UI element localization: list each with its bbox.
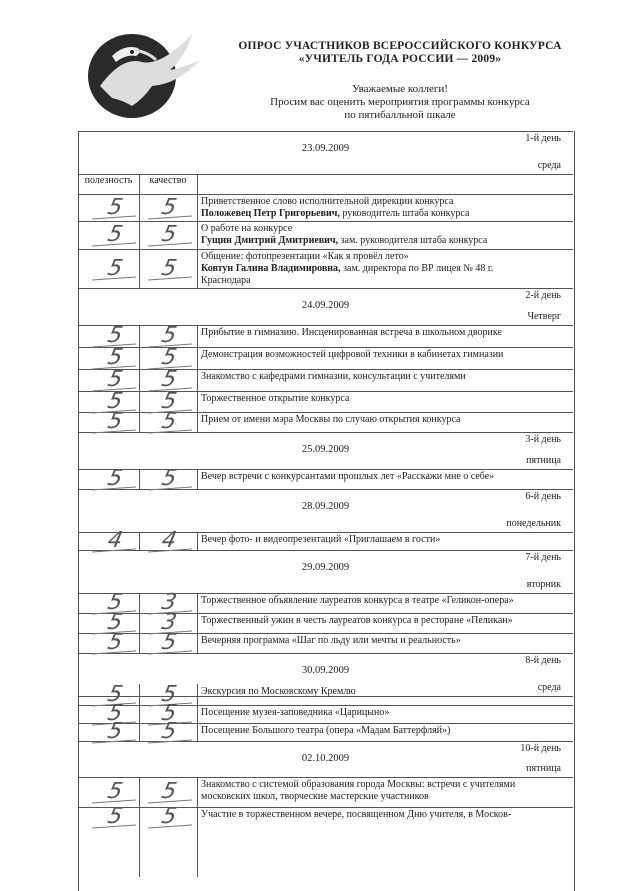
survey-title: ОПРОС УЧАСТНИКОВ ВСЕРОССИЙСКОГО КОНКУРСА <box>238 40 562 52</box>
quality-score: 5 <box>159 630 179 655</box>
day-date: 24.09.2009 <box>301 300 350 311</box>
event-text <box>201 534 440 546</box>
event-description: Посещение музея-заповедника «Царицыно» <box>201 707 390 718</box>
row-divider <box>78 288 573 289</box>
column-divider <box>197 325 198 432</box>
row-divider <box>78 131 573 132</box>
event-text <box>201 349 503 361</box>
event-description: Прибытие в гимназию. Инсценированная встреча в школьном дворике <box>201 327 502 338</box>
row-divider <box>78 807 573 808</box>
quality-score: 5 <box>159 323 179 348</box>
usefulness-score: 5 <box>105 409 125 434</box>
column-divider <box>139 469 140 489</box>
row-divider <box>78 469 573 470</box>
column-divider <box>197 532 198 550</box>
day-date: 30.09.2009 <box>301 665 350 676</box>
event-description: Общение: фотопрезентации «Как я провёл лето» <box>201 251 409 262</box>
event-text <box>201 686 356 698</box>
column-divider <box>197 469 198 489</box>
quality-score: 4 <box>159 528 179 553</box>
contest-title: «УЧИТЕЛЬ ГОДА РОССИИ — 2009» <box>298 53 502 65</box>
day-weekday: среда <box>537 682 561 693</box>
event-text <box>201 393 349 405</box>
usefulness-score: 5 <box>105 590 125 615</box>
day-weekday: Четверг <box>527 311 561 322</box>
column-divider <box>139 593 140 653</box>
event-description: московских школ, творческие мастерские участников <box>201 791 429 802</box>
event-text <box>201 615 513 627</box>
speaker-name: Гущин Дмитрий Дмитриевич, <box>201 235 339 246</box>
day-date: 25.09.2009 <box>301 444 350 455</box>
event-text <box>201 327 502 339</box>
event-text <box>201 275 251 287</box>
usefulness-score: 5 <box>105 466 125 491</box>
event-description: Участие в торжественном вечере, посвященном Дню учителя, в Москов- <box>201 809 512 820</box>
day-date: 23.09.2009 <box>301 143 350 154</box>
quality-score: 3 <box>159 610 179 635</box>
event-description: Демонстрация возможностей цифровой техники в кабинетах гимназии <box>201 349 504 360</box>
column-header-usefulness: полезность <box>84 175 133 186</box>
event-description: Торжественное открытие конкурса <box>201 393 350 404</box>
event-description: Знакомство с кафедрами гимназии, консультации с учителями <box>201 371 466 382</box>
day-number: 6-й день <box>525 491 561 502</box>
event-description: Торжественное объявление лауреатов конкурса в театре «Геликон-опера» <box>201 595 514 606</box>
request-text: Просим вас оценить мероприятия программы конкурса <box>270 96 530 108</box>
quality-score: 5 <box>159 701 179 726</box>
day-date: 28.09.2009 <box>301 501 350 512</box>
day-date: 29.09.2009 <box>301 562 350 573</box>
usefulness-score: 5 <box>105 804 125 829</box>
event-text <box>201 223 292 235</box>
event-description: Краснодара <box>201 275 251 286</box>
quality-score: 5 <box>159 779 179 804</box>
column-divider <box>197 174 198 288</box>
column-divider <box>139 777 140 877</box>
usefulness-score: 5 <box>105 630 125 655</box>
event-text <box>201 251 409 263</box>
usefulness-score: 5 <box>105 681 125 707</box>
usefulness-score: 5 <box>105 323 125 348</box>
usefulness-score: 5 <box>105 388 125 414</box>
greeting: Уважаемые коллеги! <box>352 83 448 95</box>
usefulness-score: 5 <box>105 610 125 635</box>
quality-score: 5 <box>159 222 179 247</box>
usefulness-score: 4 <box>105 528 125 553</box>
event-description: Торжественный ужин в честь лауреатов конкурса в ресторане «Пеликан» <box>201 615 513 626</box>
event-text <box>201 414 460 426</box>
usefulness-score: 5 <box>105 345 125 370</box>
quality-score: 5 <box>159 466 179 491</box>
column-divider <box>139 325 140 432</box>
day-number: 3-й день <box>525 434 561 445</box>
quality-score: 5 <box>159 388 179 414</box>
quality-score: 5 <box>159 409 179 434</box>
event-description: руководитель штаба конкурса <box>339 208 470 219</box>
quality-score: 5 <box>159 719 179 744</box>
event-text <box>201 707 389 719</box>
column-divider <box>197 593 198 653</box>
event-text <box>201 371 466 383</box>
quality-score: 5 <box>159 255 179 281</box>
usefulness-score: 5 <box>105 222 125 247</box>
quality-score: 5 <box>159 681 179 707</box>
usefulness-score: 5 <box>105 367 125 392</box>
quality-score: 5 <box>159 345 179 370</box>
event-description: Прием от имени мэра Москвы по случаю открытия конкурса <box>201 414 461 425</box>
event-description: Вечер встречи с конкурсантами прошлых лет «Расскажи мне о себе» <box>201 471 495 482</box>
column-divider <box>139 532 140 550</box>
row-divider <box>78 593 573 594</box>
usefulness-score: 5 <box>105 719 125 744</box>
row-divider <box>78 532 573 533</box>
day-weekday: вторник <box>526 579 561 590</box>
event-description: Приветственное слово исполнительной дирекции конкурса <box>201 196 454 207</box>
column-header-quality: качество <box>149 175 187 186</box>
event-text <box>201 263 493 275</box>
usefulness-score: 5 <box>105 779 125 804</box>
event-text <box>201 208 469 220</box>
row-divider <box>78 221 573 222</box>
row-divider <box>78 249 573 250</box>
day-weekday: среда <box>537 160 561 171</box>
day-weekday: пятница <box>526 455 561 466</box>
day-number: 1-й день <box>525 133 561 144</box>
event-text <box>201 196 453 208</box>
usefulness-score: 5 <box>105 255 125 281</box>
event-text <box>201 471 494 483</box>
speaker-name: Ковтун Галина Владимировна, <box>201 263 341 274</box>
column-divider <box>139 174 140 288</box>
column-divider <box>197 777 198 877</box>
day-number: 8-й день <box>525 655 561 666</box>
event-description: Посещение Большого театра (опера «Мадам Баттерфляй») <box>201 725 451 736</box>
event-description: Знакомство с системой образования города Москвы: встречи с учителями <box>201 779 516 790</box>
day-weekday: пятница <box>526 763 561 774</box>
usefulness-score: 5 <box>105 194 125 220</box>
quality-score: 5 <box>159 194 179 220</box>
event-text <box>201 595 514 607</box>
usefulness-score: 5 <box>105 701 125 726</box>
event-text <box>201 235 487 247</box>
row-divider <box>78 777 573 778</box>
speaker-name: Положевец Петр Григорьевич, <box>201 208 340 219</box>
quality-score: 5 <box>159 804 179 829</box>
day-weekday: понедельник <box>506 518 561 529</box>
event-text <box>201 725 450 737</box>
day-date: 02.10.2009 <box>301 753 350 764</box>
event-description: зам. руководителя штаба конкурса <box>338 235 488 246</box>
event-description: Вечерняя программа «Шаг по льду или мечты и реальность» <box>201 635 461 646</box>
quality-score: 5 <box>159 367 179 392</box>
scale-text: по пятибалльной шкале <box>344 109 456 121</box>
event-text <box>201 635 461 647</box>
quality-score: 3 <box>159 590 179 615</box>
event-text <box>201 809 511 821</box>
pelican-logo-icon <box>82 26 206 120</box>
day-number: 10-й день <box>520 743 561 754</box>
event-description: зам. директора по ВР лицея № 48 г. <box>340 263 494 274</box>
event-text <box>201 791 429 803</box>
event-description: О работе на конкурсе <box>201 223 293 234</box>
event-text <box>201 779 515 791</box>
day-number: 2-й день <box>525 290 561 301</box>
row-divider <box>78 325 573 326</box>
day-number: 7-й день <box>525 552 561 563</box>
event-description: Экскурсия по Московскому Кремлю <box>201 686 356 697</box>
row-divider <box>78 194 573 195</box>
event-description: Вечер фото- и видеопрезентаций «Приглашаем в гости» <box>201 534 441 545</box>
